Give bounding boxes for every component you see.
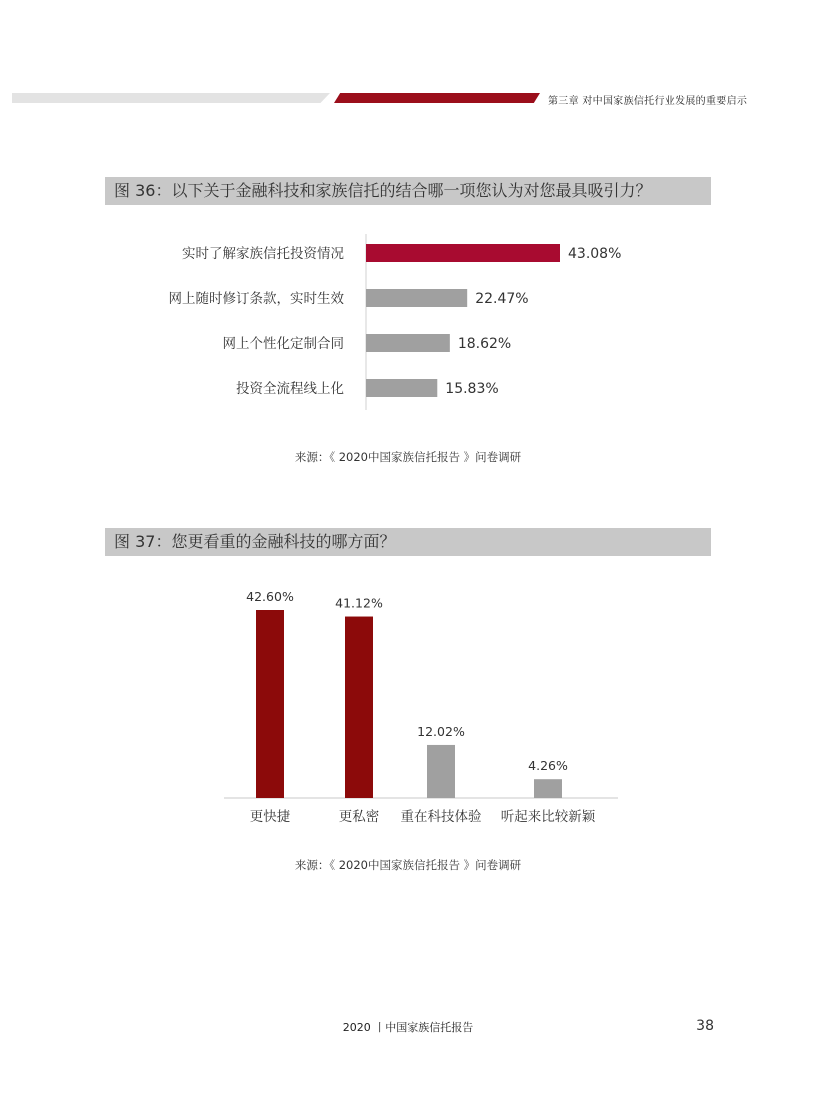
bar bbox=[345, 617, 373, 798]
bar bbox=[366, 289, 467, 307]
page-number: 38 bbox=[696, 1018, 714, 1034]
data-label: 41.12% bbox=[335, 595, 383, 611]
footer-report-title: 2020 丨中国家族信托报告 bbox=[342, 1021, 474, 1034]
category-label: 投资全流程线上化 bbox=[236, 381, 344, 397]
chapter-title: 第三章 对中国家族信托行业发展的重要启示 bbox=[548, 96, 748, 107]
figure-36-title: 图 36：以下关于金融科技和家族信托的结合哪一项您认为对您最具吸引力？ bbox=[105, 177, 711, 205]
category-label: 实时了解家族信托投资情况 bbox=[182, 246, 344, 262]
figure-37-source: 来源：《 2020中国家族信托报告 》问卷调研 bbox=[294, 858, 522, 872]
category-label: 重在科技体验 bbox=[400, 809, 482, 825]
data-label: 42.60% bbox=[246, 589, 294, 604]
data-label: 22.47% bbox=[475, 291, 529, 307]
category-label: 网上个性化定制合同 bbox=[222, 336, 344, 352]
category-label: 听起来比较新颖 bbox=[500, 809, 596, 825]
figure-37-chart bbox=[0, 580, 816, 830]
figure-37-title: 图 37：您更看重的金融科技的哪方面？ bbox=[105, 528, 711, 556]
bar bbox=[366, 379, 437, 397]
header-band-red bbox=[334, 93, 540, 103]
category-label: 网上随时修订条款，实时生效 bbox=[168, 291, 344, 307]
figure-36-chart bbox=[0, 230, 816, 415]
bar bbox=[256, 610, 284, 798]
header-band-gray bbox=[12, 93, 330, 103]
bar bbox=[366, 244, 560, 262]
bar bbox=[427, 745, 455, 798]
category-label: 更快捷 bbox=[249, 809, 291, 825]
category-label: 更私密 bbox=[338, 809, 380, 825]
data-label: 18.62% bbox=[457, 336, 512, 352]
bar bbox=[366, 334, 450, 352]
data-label: 15.83% bbox=[445, 381, 499, 397]
bar bbox=[534, 779, 562, 798]
figure-36-source: 来源：《 2020中国家族信托报告 》问卷调研 bbox=[294, 450, 522, 464]
data-label: 12.02% bbox=[417, 723, 465, 739]
data-label: 4.26% bbox=[528, 758, 568, 774]
data-label: 43.08% bbox=[568, 246, 622, 262]
